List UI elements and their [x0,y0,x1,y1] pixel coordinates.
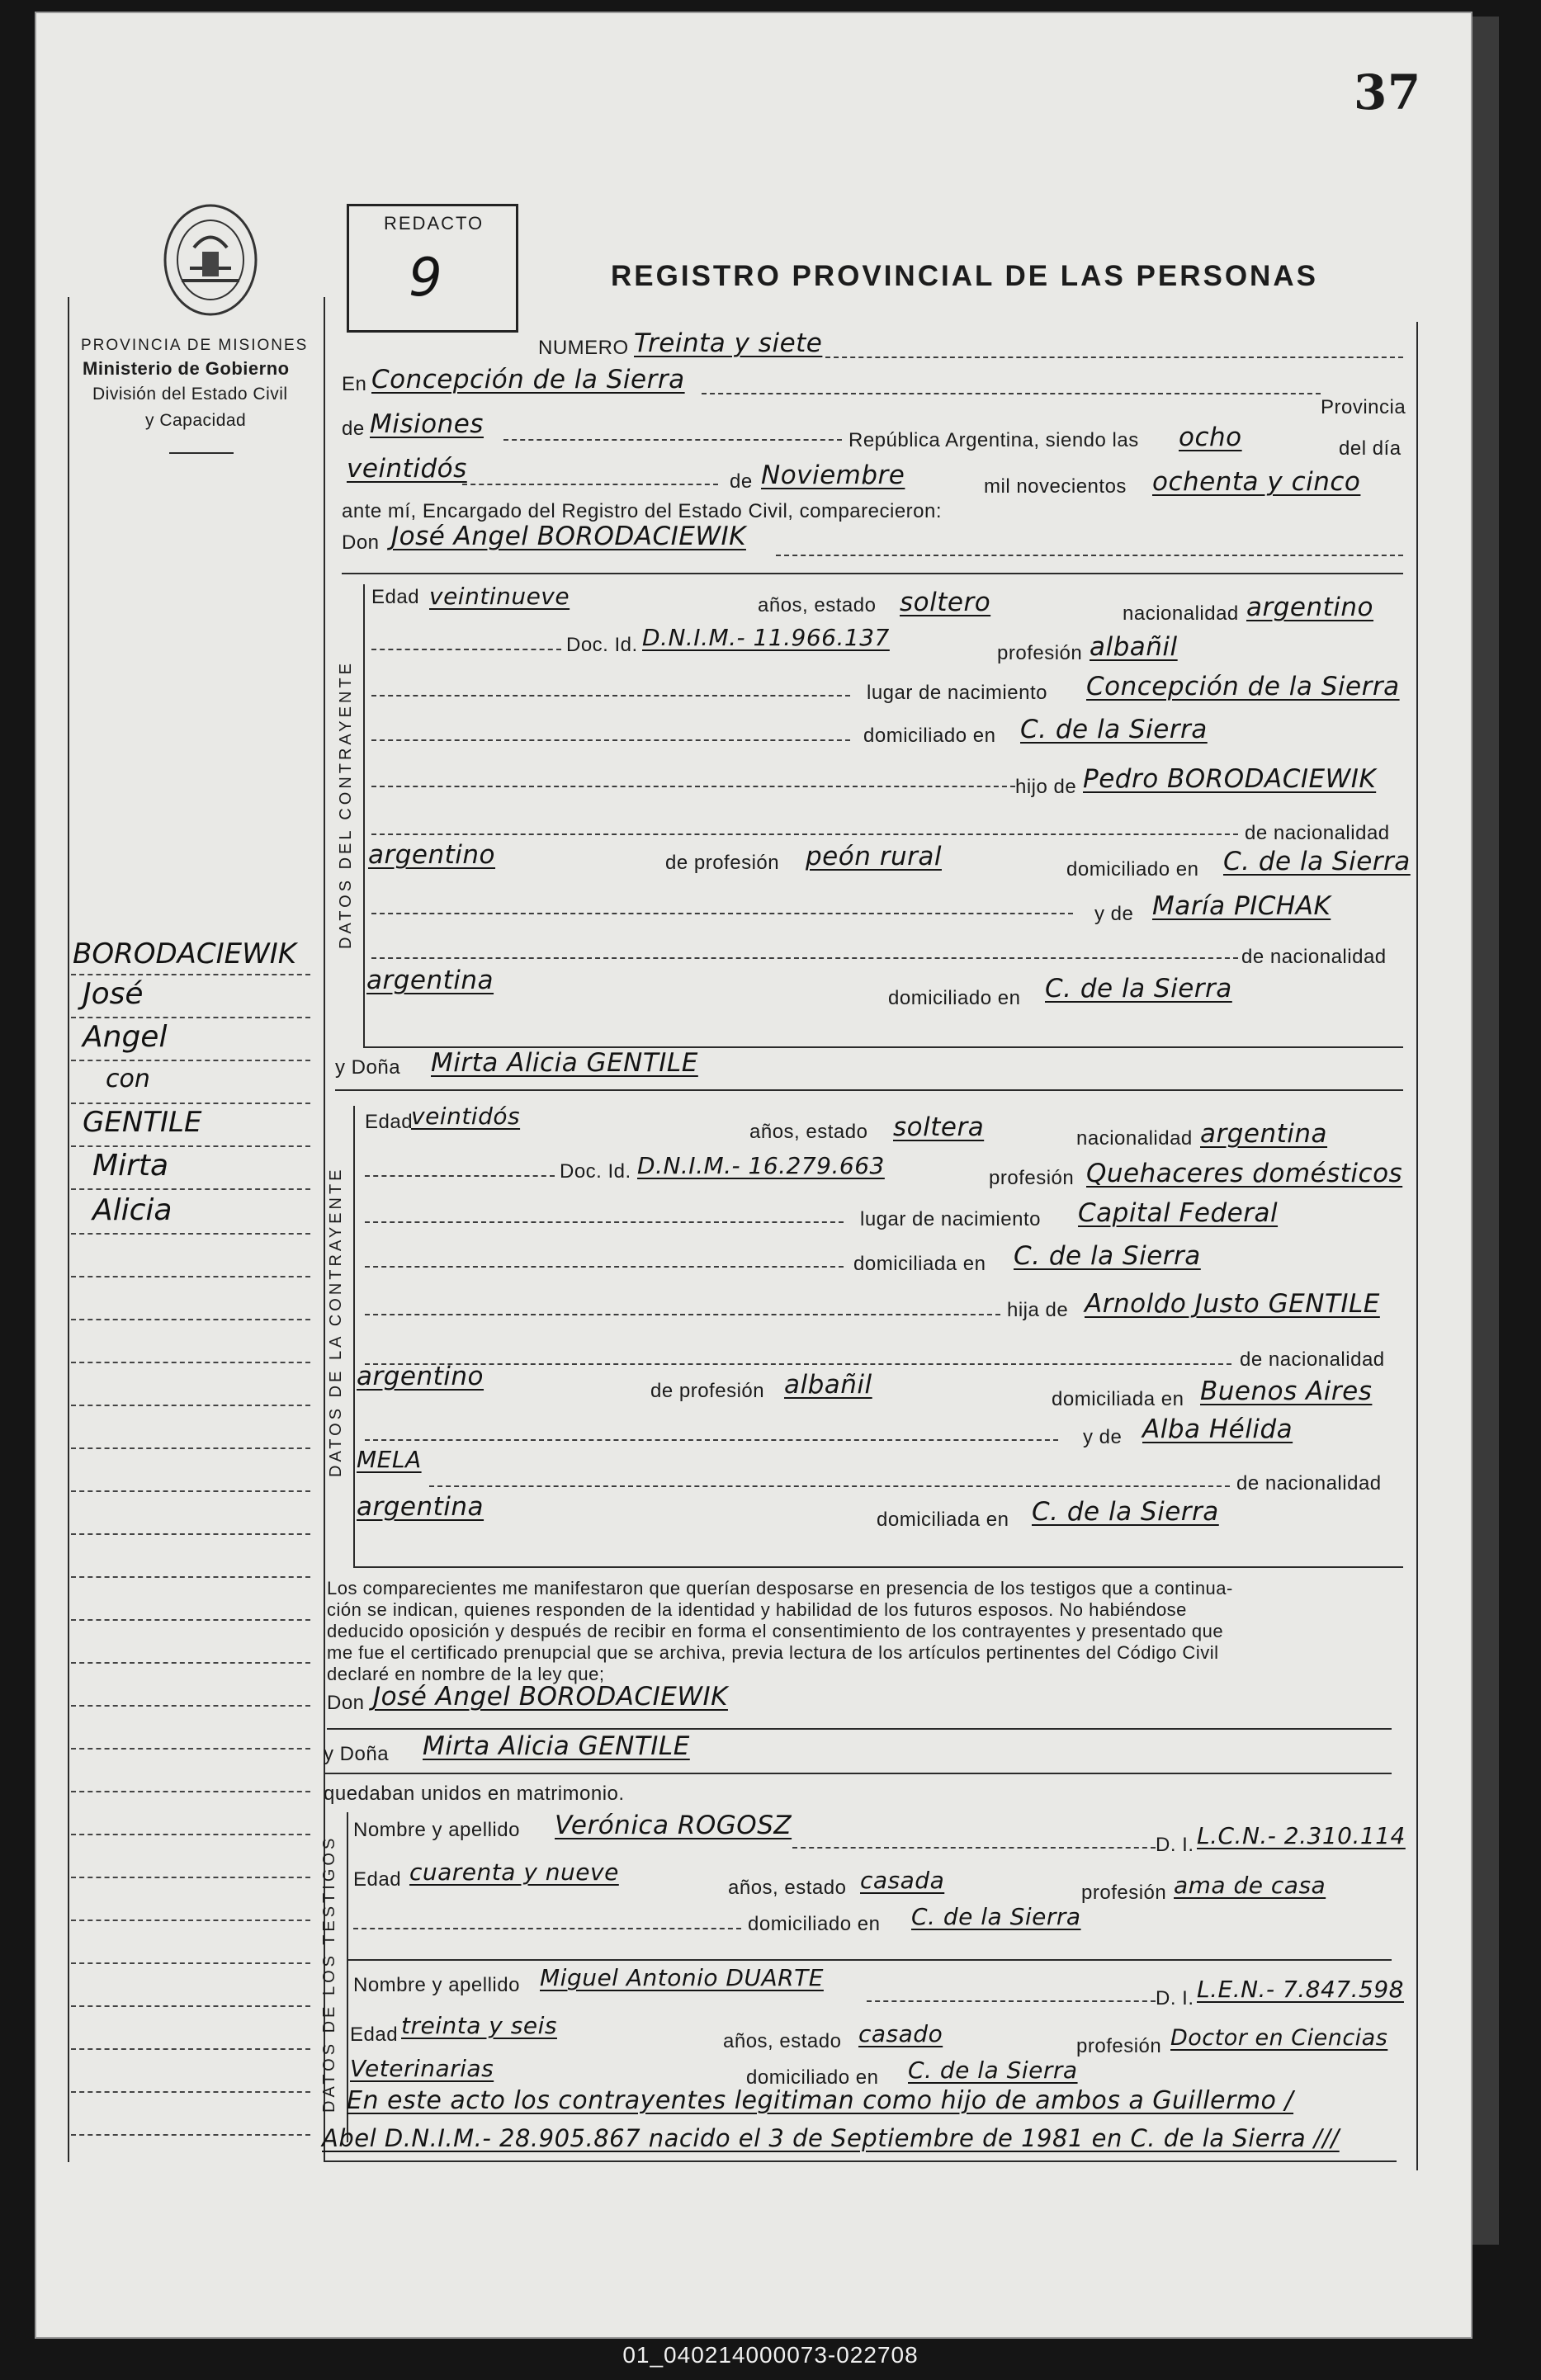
anio-value: ochenta y cinco [1152,467,1361,497]
bride-father-nac-line [365,1363,1231,1365]
bride-mother-nac: argentina [357,1492,485,1522]
groom-lugar-label: lugar de nacimiento [867,682,1047,704]
numero-value: Treinta y siete [634,328,823,358]
margin-line-2 [71,1017,310,1018]
groom-domiciliado-label: domiciliado en [1066,858,1199,881]
w2-prof-label: profesión [1076,2035,1162,2057]
groom-prof: albañil [1090,632,1178,662]
w1-end-rule [347,1959,1392,1961]
groom-edad: veintinueve [429,583,570,610]
bride-domic-line [365,1266,844,1268]
mil-text: mil novecientos [984,475,1127,498]
statement-don-rule [327,1728,1392,1730]
bride-domic: C. de la Sierra [1014,1241,1201,1271]
w2-prof: Doctor en Ciencias [1170,2025,1388,2051]
province-line: PROVINCIA DE MISIONES [81,337,309,354]
dia-line [462,484,718,485]
del-dia-label: del día [1339,437,1402,460]
bride-de-prof-label: de profesión [650,1380,765,1402]
en-label: En [342,373,367,395]
bride-mother-de-nac-label: de nacionalidad [1236,1472,1382,1495]
bride-father: Arnoldo Justo GENTILE [1085,1289,1380,1319]
groom-father-nac-line [371,833,1238,835]
groom-mother-domic: C. de la Sierra [1045,974,1232,1003]
en-line [702,393,1321,394]
redacto-box [347,204,518,333]
margin-blank-line [71,1662,310,1664]
groom-lugar-line [371,695,850,697]
bride-lugar: Capital Federal [1078,1198,1279,1228]
margin-given-1: José [83,977,144,1011]
w2-edad-label: Edad [350,2023,399,2046]
note-end-rule [324,2160,1397,2162]
w2-nombre-line [867,2000,1156,2002]
groom-mother-nac-line [371,957,1238,959]
w2-domic-label: domiciliado en [746,2066,879,2089]
margin-blank-line [71,1276,310,1277]
groom-hijo-line [371,786,1015,787]
statement-line-2: ción se indican, quienes responden de la identidad y habilidad de los futuros esposos. No habiéndose [327,1599,1187,1620]
w1-domic-label: domiciliado en [748,1913,881,1935]
groom-mother: María PICHAK [1152,891,1331,921]
w1-di: L.C.N.- 2.310.114 [1197,1822,1406,1849]
don-rule [342,573,1403,574]
margin-blank-line [71,1233,310,1235]
bride-edad-label: Edad [365,1111,414,1133]
dia-value: veintidós [347,454,467,484]
statement-line-5: declaré en nombre de la ley que; [327,1664,605,1684]
margin-blank-line [71,1405,310,1406]
margin-blank-line [71,1533,310,1535]
groom-mother-de-nac-label: de nacionalidad [1241,946,1387,968]
bride-prof-label: profesión [989,1167,1075,1189]
margin-bride-given-2: Alicia [92,1193,173,1227]
bride-edad: veintidós [411,1103,521,1130]
margin-blank-line [71,1877,310,1878]
right-frame [1416,322,1418,2170]
bride-lugar-line [365,1221,844,1223]
margin-blank-line [71,1319,310,1320]
statement-unidos: quedaban unidos en matrimonio. [324,1783,625,1805]
groom-domic-line [371,739,850,741]
groom-mother-domic-label: domiciliado en [888,987,1021,1009]
groom-hijo-label: hijo de [1015,776,1077,798]
bride-hija-line [365,1314,1000,1315]
image-footer-code: 01_040214000073-022708 [622,2342,919,2368]
bride-doc-label: Doc. Id. [560,1160,631,1183]
de-value: Misiones [370,409,484,439]
margin-con: con [106,1065,150,1093]
bride-section-label: DATOS DE LA CONTRAYENTE [327,1166,345,1477]
division-name: División del Estado Civil [92,385,288,404]
groom-doc-label: Doc. Id. [566,634,638,656]
groom-lugar: Concepción de la Sierra [1086,672,1400,701]
groom-mother-nac: argentina [366,966,494,995]
w1-nombre: Verónica ROGOSZ [555,1811,792,1840]
margin-blank-line [71,1619,310,1621]
de-line [503,439,842,441]
statement-line-3: deducido oposición y después de recibir en forma el consentimiento de los contrayentes y presentado que [327,1621,1224,1641]
de-label: de [342,418,365,440]
margin-blank-line [71,2048,310,2050]
margin-line-4 [71,1103,310,1104]
statement-don: José Angel BORODACIEWIK [373,1682,728,1712]
margin-surname: BORODACIEWIK [73,937,297,970]
w2-edad: treinta y seis [401,2012,557,2039]
w2-estado: casado [858,2020,943,2047]
bride-father-nac: argentino [357,1362,485,1391]
bride-father-domic: Buenos Aires [1200,1377,1373,1406]
margin-line-6 [71,1188,310,1190]
don-label: Don [342,531,380,554]
margin-bride-surname: GENTILE [83,1106,202,1139]
margin-blank-line [71,1447,310,1449]
note-line-2: Abel D.N.I.M.- 28.905.867 nacido el 3 de Septiembre de 1981 en C. de la Sierra /// [322,2124,1340,2152]
bride-domic-label: domiciliada en [853,1253,986,1275]
bride-nac: argentina [1200,1119,1328,1149]
note-line-1: En este acto los contrayentes legitiman como hijo de ambos a Guillermo / [347,2086,1294,2115]
bride-y-dona-label: y Doña [335,1056,401,1079]
bride-nac-label: nacionalidad [1076,1127,1193,1150]
statement-dona: Mirta Alicia GENTILE [423,1731,690,1761]
groom-de-nac-label: de nacionalidad [1245,822,1390,844]
w1-domic: C. de la Sierra [911,1903,1081,1930]
w1-prof: ama de casa [1174,1872,1326,1899]
bride-name: Mirta Alicia GENTILE [431,1048,698,1078]
w1-estado: casada [860,1867,945,1894]
margin-blank-line [71,2091,310,2093]
bride-end-rule [353,1566,1403,1568]
bride-y-de-label: y de [1083,1426,1123,1448]
margin-line-3 [71,1060,310,1061]
groom-doc: D.N.I.M.- 11.966.137 [642,624,890,651]
header-rule [169,452,234,454]
w2-di: L.E.N.- 7.847.598 [1197,1976,1404,2003]
hora-value: ocho [1179,423,1242,452]
groom-edad-label: Edad [371,586,420,608]
margin-blank-line [71,1705,310,1707]
margin-blank-line [71,1490,310,1492]
republica-text: República Argentina, siendo las [848,429,1139,451]
w2-nombre: Miguel Antonio DUARTE [540,1964,824,1991]
bride-de-nac-label: de nacionalidad [1240,1348,1385,1371]
don-line [776,555,1403,556]
groom-anios-estado: años, estado [758,594,877,616]
groom-father-nac: argentino [368,840,496,870]
margin-blank-line [71,1962,310,1964]
left-frame [68,297,69,2162]
w1-edad: cuarenta y nueve [409,1858,619,1886]
statement-dona-label: y Doña [324,1743,390,1765]
margin-blank-line [71,1576,310,1578]
margin-blank-line [71,2134,310,2136]
groom-nac: argentino [1246,593,1374,622]
groom-prof-label: profesión [997,642,1083,664]
w2-prof-2: Veterinarias [350,2055,494,2082]
bride-domiciliada-label: domiciliada en [1052,1388,1184,1410]
bride-mother: Alba Hélida [1142,1414,1293,1444]
w2-domic: C. de la Sierra [908,2057,1078,2084]
w2-di-label: D. I. [1156,1987,1194,2009]
bride-anios-estado: años, estado [749,1121,868,1143]
margin-blank-line [71,2005,310,2007]
margin-line-5 [71,1145,310,1147]
w1-domic-line [353,1928,741,1929]
w2-nombre-label: Nombre y apellido [353,1974,520,1996]
groom-y-de-label: y de [1094,903,1134,925]
margin-blank-line [71,1920,310,1921]
bride-estado: soltera [893,1112,985,1142]
margin-blank-line [71,1791,310,1792]
statement-dona-rule [324,1773,1392,1774]
groom-de-prof-label: de profesión [665,852,780,874]
bride-hija-label: hija de [1007,1299,1069,1321]
provincia-label: Provincia [1321,396,1406,418]
groom-domic-label: domiciliado en [863,725,996,747]
w1-di-label: D. I. [1156,1834,1194,1856]
en-value: Concepción de la Sierra [371,365,685,394]
margin-bride-given-1: Mirta [92,1149,169,1183]
bride-mother-domic: C. de la Sierra [1032,1497,1219,1527]
bride-mother-line [365,1439,1058,1441]
margin-blank-line [71,1362,310,1363]
w1-nombre-label: Nombre y apellido [353,1819,520,1841]
groom-mother-line [371,913,1073,914]
bride-bracket [353,1106,355,1568]
w1-prof-label: profesión [1081,1882,1167,1904]
mes-value: Noviembre [761,460,905,490]
bride-name-rule [335,1089,1403,1091]
w1-nombre-line [792,1847,1156,1849]
bride-mother-nac-line [429,1485,1230,1487]
bride-lugar-label: lugar de nacimiento [860,1208,1041,1230]
page-number: 37 [1354,64,1421,120]
w1-anios-estado: años, estado [728,1877,847,1899]
margin-given-2: Angel [83,1020,168,1054]
margin-line-1 [71,974,310,975]
capacity-line: y Capacidad [145,411,247,430]
groom-estado: soltero [900,588,991,617]
w2-anios-estado: años, estado [723,2030,842,2052]
numero-line [825,357,1403,358]
groom-doc-line [371,649,561,650]
numero-label: NUMERO [538,337,629,359]
page-title: REGISTRO PROVINCIAL DE LAS PERSONAS [611,260,1318,292]
mes-label: de [730,470,753,493]
provincial-seal-icon [161,202,260,318]
redacto-label: REDACTO [384,213,485,234]
don-value: José Angel BORODACIEWIK [391,522,746,551]
w1-edad-label: Edad [353,1868,402,1891]
bride-father-prof: albañil [784,1370,872,1400]
statement-line-4: me fue el certificado prenupcial que se archiva, previa lectura de los artículos pertinentes del Código Civil [327,1642,1219,1663]
ministry-name: Ministerio de Gobierno [83,358,290,379]
groom-domic: C. de la Sierra [1020,715,1208,744]
groom-bracket [363,584,365,1046]
groom-father-domic: C. de la Sierra [1223,847,1411,876]
statement-don-label: Don [327,1692,365,1714]
bride-prof: Quehaceres domésticos [1086,1159,1403,1188]
statement-line-1: Los comparecientes me manifestaron que querían desposarse en presencia de los testigos que a continua- [327,1578,1233,1598]
margin-blank-line [71,1834,310,1835]
groom-nac-label: nacionalidad [1123,602,1239,625]
groom-section-label: DATOS DEL CONTRAYENTE [337,660,355,949]
redacto-value: 9 [409,248,443,309]
ante-text: ante mí, Encargado del Registro del Estado Civil, comparecieron: [342,500,943,522]
groom-father: Pedro BORODACIEWIK [1083,764,1377,794]
margin-blank-line [71,1748,310,1750]
bride-mother-2: MELA [357,1446,422,1473]
bride-doc: D.N.I.M.- 16.279.663 [637,1152,885,1179]
bride-doc-line [365,1175,555,1177]
bride-mother-domic-label: domiciliada en [877,1509,1009,1531]
witness-section-label: DATOS DE LOS TESTIGOS [320,1835,338,2113]
groom-father-prof: peón rural [806,842,942,871]
